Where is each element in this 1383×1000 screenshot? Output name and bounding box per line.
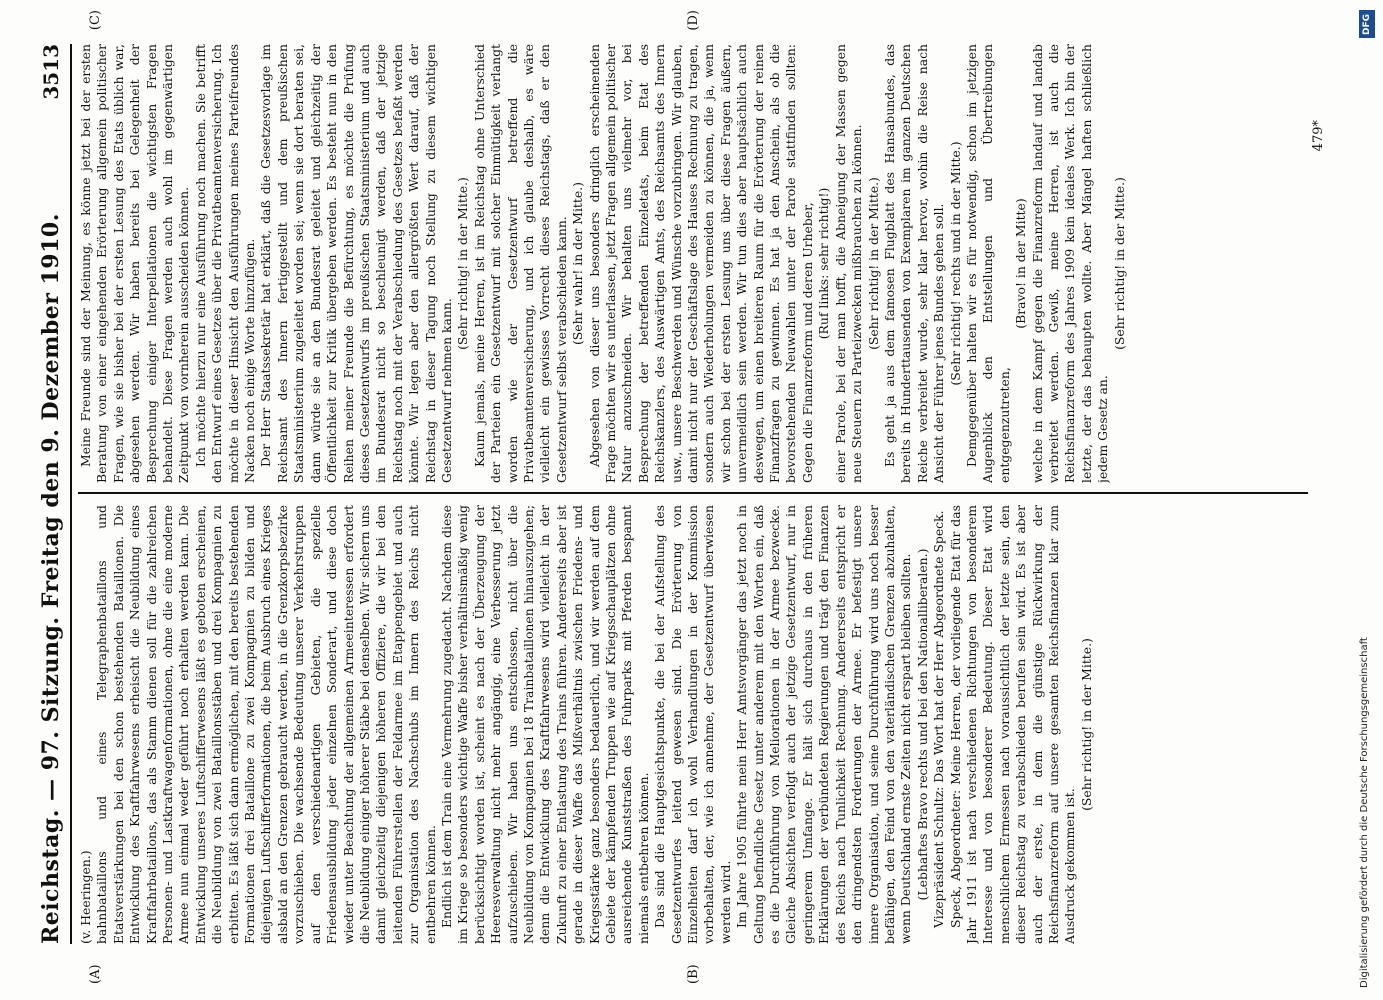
right-paragraph: Demgegenüber halten wir es für notwendig, schon im jetzigen Augenblick den Entstellungen und Übertreibungen entgegenzutreten, xyxy=(963,44,1012,483)
margin-marker-c: (C) xyxy=(88,10,103,31)
left-paragraph: Speck, Abgeordneter: Meine Herren, der vorliegende Etat für das Jahr 1911 ist nach verschiedenen Richtungen von besonderem Interesse und von besonderer Bedeutung. Dieser Etat wird menschlichem Ermessen nach voraussichtlich der letzte sein, den dieser Reichstag zu verabschieden berufen sein wird. Es ist aber auch der erste, in dem die günstige Rückwirkung der Reichsfinanzreform auf unsere gesamten Reichsfinanzen klar zum Ausdruck gekommen ist. xyxy=(947,505,1078,944)
right-paragraph: einer Parole, bei der man hofft, die Abneigung der Massen gegen neue Steuern zu Parteizwecken mißbrauchen zu können. xyxy=(832,44,865,483)
right-paragraph: Meine Freunde sind der Meinung, es könne jetzt bei der ersten Beratung von einer eingehenden Erörterung allgemein politischer Fragen, wie sie bisher bei der ersten Lesung des Etats üblich war, abgesehen werden. Wir haben bereits bei Gelegenheit der Besprechung einiger Interpellationen die wichtigsten Fragen behandelt. Diese Fragen werden auch wohl im gegenwärtigen Zeitpunkt von vornherein ausscheiden können. xyxy=(78,44,192,483)
margin-marker-b: (B) xyxy=(686,964,701,984)
right-paragraph: Abgesehen von dieser uns besonders dringlich erscheinenden Frage möchten wir es unterlassen, jetzt Fragen allgemein politischer Natur anzuschneiden. Wir behalten uns vielmehr vor, bei Besprechung der betreffenden Einzeletats, beim Etat des Reichskanzlers, des Auswärtigen Amts, des Reichsamts des Innern usw., unsere Beschwerden und Wünsche vorzubringen. Wir glauben, damit nicht nur der Geschäftslage des Hauses Rechnung zu tragen, sondern auch Wiederholungen vermeiden zu können, die ja, wenn wir schon bei der ersten Lesung uns über diese Fragen äußern, unvermeidlich sein werden. Wir tun dies aber hauptsächlich auch deswegen, um einen breiteren Raum für die Erörterung der reinen Finanzfragen zu gewinnen. Es hat ja den Anschein, als ob die bevorstehenden Neuwahlen unter der Parole stattfinden sollten: Gegen die Finanzreform und deren Urheber, xyxy=(586,44,815,483)
digitization-credit: Digitalisierung gefördert durch die Deutsche Forschungsgemeinschaft xyxy=(1359,637,1370,988)
left-paragraph: bahnbataillons und eines Telegraphenbataillons und Etatsverstärkungen bei den schon bestehenden Bataillonen. Die Entwicklung des Kraftfahrwesens erheischt die Neubildung eines Kraftfahrbataillons, das als Stamm dienen soll für die zahlreichen Personen- und Lastkraftwagenformationen, ohne die eine moderne Armee nun einmal weder geführt noch erhalten werden kann. Die Entwicklung unseres Luftschifferwesens läßt es geboten erscheinen, die Neubildung von zwei Bataillonsstäben und drei Kompagnien zu erbitten. Es läßt sich dann ermöglichen, mit den bereits bestehenden Formationen drei Bataillone zu zwei Kompagnien zu bilden und diejenigen Luftschifferformationen, die beim Ausbruch eines Krieges alsbald an den Grenzen gebraucht werden, in die Grenzkorpsbezirke vorzuschieben. Die wachsende Bedeutung unserer Verkehrstruppen auf den verschiedenartigen Gebieten, die spezielle Friedensausbildung jeder einzelnen Sonderart, und diese doch wieder unter Beachtung der allgemeinen Armeeinteressen erfordert die Neubildung einiger höherer Stäbe bei denselben. Wir sichern uns damit gleichzeitig diejenigen höheren Offiziere, die wir bei den leitenden Führerstellen der Feldarmee im Etappengebiet und auch zur Organisation des Nachschubs im Innern des Reichs nicht entbehren können. xyxy=(94,505,438,944)
right-paragraph: Ich möchte hierzu nur eine Ausführung noch machen. Sie betrifft den Entwurf eines Gesetzes über die Privatbeamtenversicherung. Ich möchte in dieser Hinsicht den Ausführungen meines Parteifreundes Nacken noch einige Worte hinzufügen. xyxy=(192,44,258,483)
right-paragraph: (Sehr richtig! rechts und in der Mitte.) xyxy=(947,141,963,386)
right-paragraph: (Ruf links: sehr richtig!) xyxy=(816,187,832,340)
left-paragraph: Das sind die Hauptgesichtspunkte, die bei der Aufstellung des Gesetzentwurfes leitend gewesen sind. Die Erörterung von Einzelheiten darf ich wohl Verhandlungen in der Kommission vorbehalten, der, wie ich annehme, der Gesetzentwurf überwiesen werden wird. xyxy=(652,505,733,944)
column-divider xyxy=(78,493,1308,495)
left-paragraph: (Lebhaftes Bravo rechts und bei den Nationalliberalen.) xyxy=(914,548,930,901)
footer-page-number: 479* xyxy=(1311,120,1326,152)
right-column xyxy=(78,44,1308,483)
header-page-number: 3513 xyxy=(39,44,63,100)
left-paragraph: (v. Heeringen.) xyxy=(78,850,93,944)
left-paragraph: Im Jahre 1905 führte mein Herr Amtsvorgänger das jetzt noch in Geltung befindliche Gesetz unter anderem mit den Worten ein, daß es die Durchführung von Meliorationen in der Armee bezwecke. Gleiche Absichten verfolgt auch der jetzige Gesetzentwurf, nur in geringerem Umfange. Er hält sich durchaus in den früheren Erklärungen der verbündeten Regierungen und trägt den Finanzen des Reichs nach Tunlichkeit Rechnung. Andererseits entspricht er den dringendsten Forderungen der Armee. Er befestigt unsere innere Organisation, und seine Durchführung wird uns noch besser befähigen, den Feind von den vaterländischen Grenzen abzuhalten, wenn Deutschland ernste Zeiten nicht erspart bleiben sollten. xyxy=(734,505,914,944)
text-columns xyxy=(78,10,1308,984)
right-paragraph: Es geht ja aus dem famosen Flugblatt des Hansabundes, das bereits in Hunderttausenden von Exemplaren im ganzen Deutschen Reiche verbreitet wurde, sehr klar hervor, wohin die Reise nach Ansicht der Führer jenes Bundes gehen soll. xyxy=(881,44,947,483)
right-paragraph: welche in dem Kampf gegen die Finanzreform landauf und landab verbreitet werden. Gewiß, meine Herren, ist auch die Reichsfinanzreform des Jahres 1909 kein ideales Werk. Ich bin der letzte, der das behaupten wollte. Aber Mängel haften schließlich jedem Gesetz an. xyxy=(1029,44,1111,483)
right-paragraph: (Sehr wahr! in der Mitte.) xyxy=(570,181,586,346)
margin-marker-a: (A) xyxy=(88,964,103,984)
right-paragraph: (Sehr richtig! in der Mitte.) xyxy=(865,177,881,350)
right-paragraph: (Sehr richtig! in der Mitte.) xyxy=(455,177,471,350)
right-paragraph: (Bravo! in der Mitte) xyxy=(1013,198,1029,329)
left-paragraph: (Sehr richtig! in der Mitte.) xyxy=(1078,638,1094,811)
header-title: Reichstag. — 97. Sitzung. Freitag den 9. Dezember 1910. xyxy=(38,213,64,944)
page-header xyxy=(38,44,72,944)
right-paragraph: (Sehr richtig! in der Mitte.) xyxy=(1111,177,1127,350)
dfg-logo: DFG xyxy=(1359,10,1375,38)
left-column xyxy=(78,505,1308,944)
right-paragraph: Kaum jemals, meine Herren, ist im Reichstag ohne Unterschied der Parteien ein Gesetzentwurf mit solcher Einmütigkeit verlangt worden wie der Gesetzentwurf betreffend die Privatbeamtenversicherung, und ich glaube deshalb, es wäre vielleicht ein gewisses Vorrecht dieses Reichstags, daß er den Gesetzentwurf selbst verabschieden kann. xyxy=(471,44,569,483)
left-paragraph: Endlich ist dem Train eine Vermehrung zugedacht. Nachdem diese im Kriege so besonders wichtige Waffe bisher verhältnismäßig wenig berücksichtigt worden ist, scheint es nach der Überzeugung der Heeresverwaltung nicht mehr angängig, eine Verbesserung jetzt aufzuschieben. Wir haben uns entschlossen, nicht über die Neubildung von Kompagnien bei 18 Trainbataillonen hinauszugehen; denn die Entwicklung des Kraftfahrwesens wird vielleicht in der Zukunft zu einer Entlastung des Trains führen. Andererseits aber ist gerade in dieser Waffe das Mißverhältnis zwischen Friedens- und Kriegsstärke ganz besonders bedauerlich, und wir werden auf dem Gebiete der kämpfenden Truppen wie auf Kriegsschauplätzen ohne ausreichende Kunststraßen des Fuhrparks mit Pferden bespannt niemals entbehren können. xyxy=(438,505,651,944)
left-paragraph: Vizepräsident Schultz: Das Wort hat der Herr Abgeordnete Speck. xyxy=(931,510,947,928)
margin-marker-d: (D) xyxy=(686,10,701,31)
right-paragraph: Der Herr Staatssekretär hat erklärt, daß die Gesetzesvorlage im Reichsamt des Innern fertiggestellt und dem preußischen Staatsministerium zugeleitet worden sei; wenn sie dort beraten sei, dann würde sie an den Bundesrat geleitet und gleichzeitig der Öffentlichkeit zur Kritik übergeben werden. Es besteht nun in den Reihen meiner Freunde die Befürchtung, es möchte die Prüfung dieses Gesetzentwurfs im preußischen Staatsministerium und auch im Bundesrat nicht so beschleunigt werden, daß der jetzige Reichstag noch mit der Verabschiedung des Gesetzes befaßt werden könnte. Wir legen aber den allergrößten Wert darauf, daß der Reichstag in dieser Tagung noch Stellung zu diesem wichtigen Gesetzentwurf nehmen kann. xyxy=(258,44,454,483)
digitization-sidebar xyxy=(1357,4,1379,996)
